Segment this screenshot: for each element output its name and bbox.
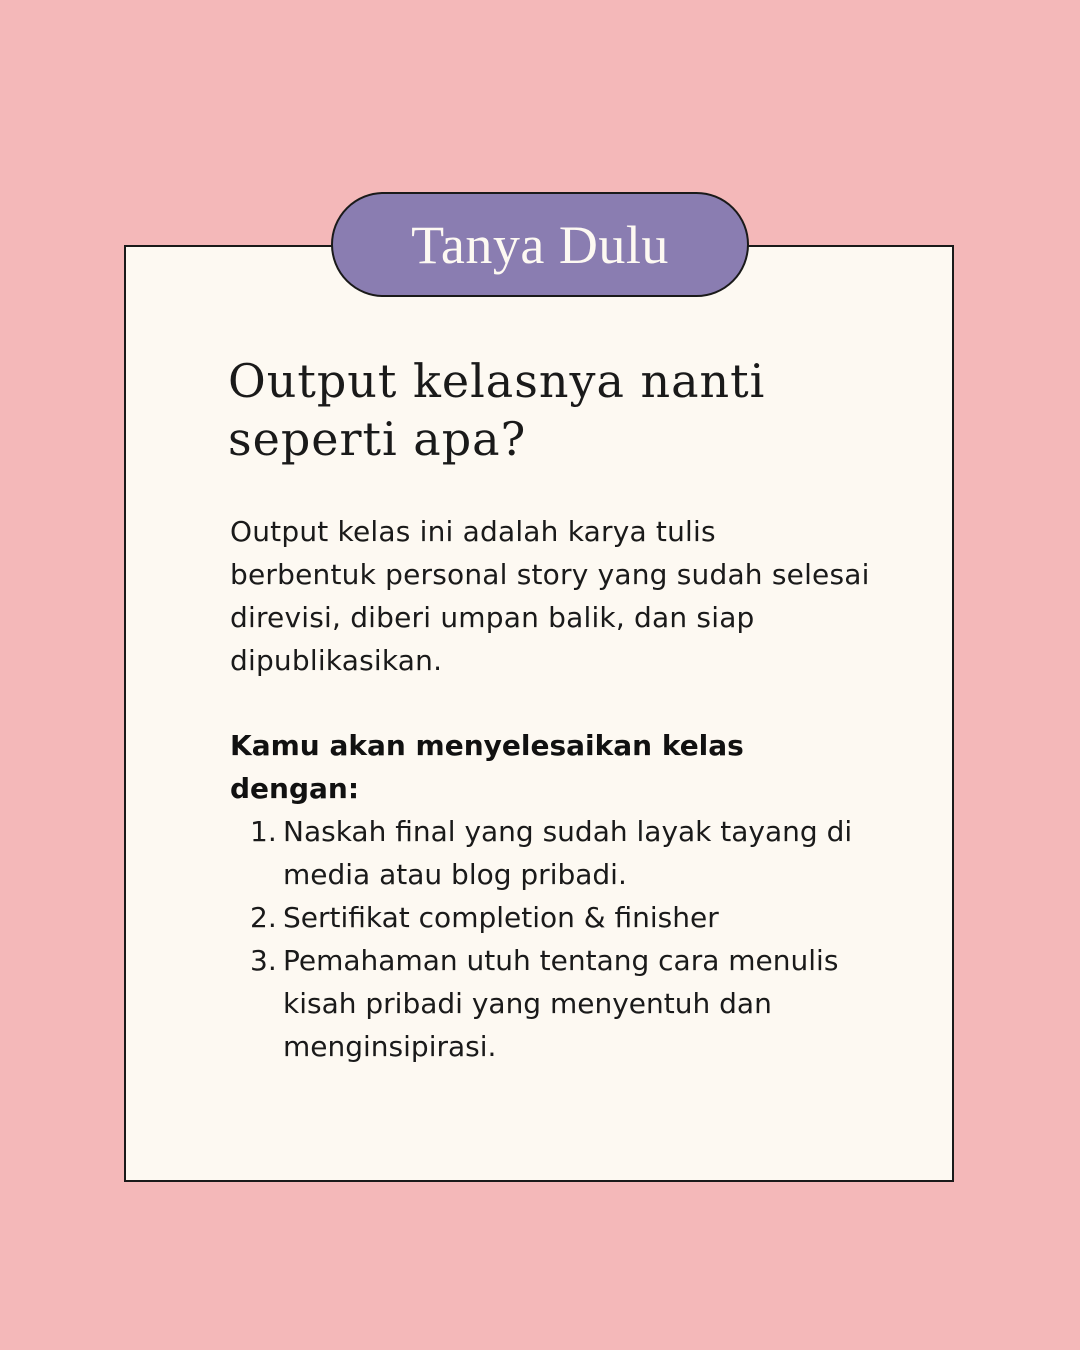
section-tag — [331, 192, 749, 297]
list-item-text: Naskah final yang sudah layak tayang di media atau blog pribadi. — [283, 815, 853, 891]
list-item-number: 2. — [250, 901, 277, 934]
list-item — [250, 939, 870, 1068]
list-item — [250, 810, 870, 896]
answer-paragraph: Output kelas ini adalah karya tulis berbentuk personal story yang sudah selesai direvisi, diberi umpan balik, dan siap dipublikasikan. — [230, 515, 870, 677]
question-heading: Output kelasnya nanti seperti apa? — [228, 354, 766, 466]
outcome-list — [250, 810, 870, 1068]
list-item — [250, 896, 870, 939]
list-item-text: Pemahaman utuh tentang cara menulis kisah pribadi yang menyentuh dan menginsipirasi. — [283, 944, 839, 1063]
list-item-number: 1. — [250, 815, 277, 848]
list-lead: Kamu akan menyelesaikan kelas dengan: — [230, 729, 744, 805]
list-item-number: 3. — [250, 944, 277, 977]
section-tag-label: Tanya Dulu — [411, 214, 669, 275]
list-item-text: Sertifikat completion & finisher — [283, 901, 719, 934]
